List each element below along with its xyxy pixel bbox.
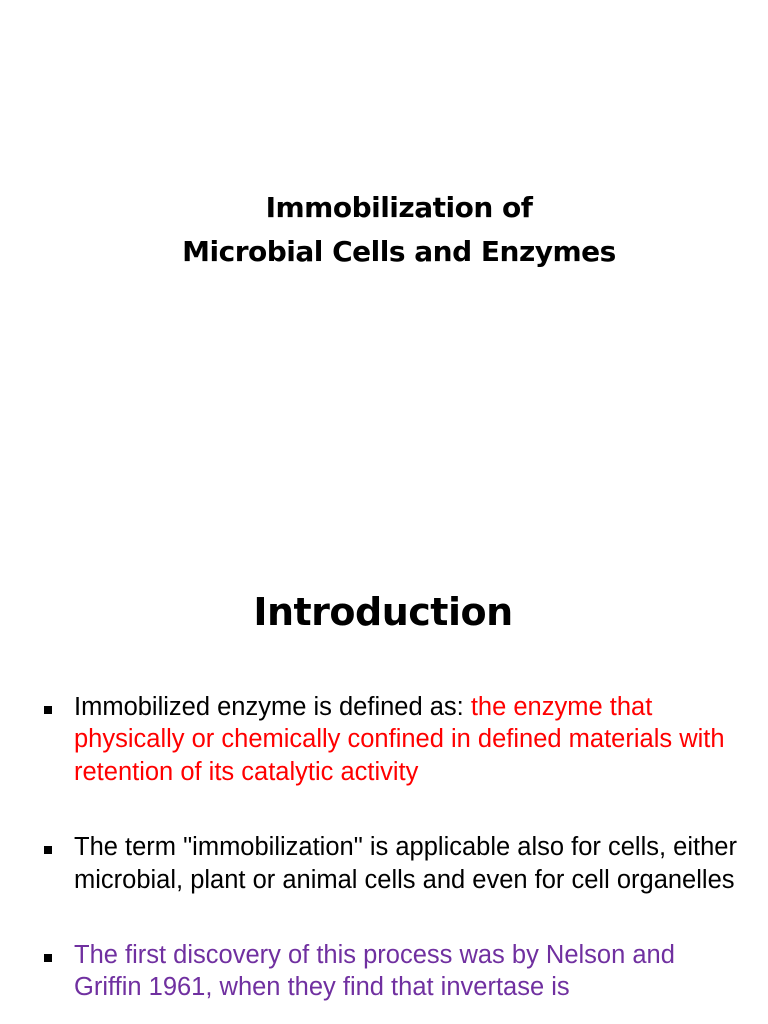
bullet-item-first-discovery <box>0 939 768 1004</box>
square-bullet-icon <box>44 706 52 714</box>
slide-title-line-2: Microbial Cells and Enzymes <box>182 235 616 268</box>
square-bullet-icon <box>44 954 52 962</box>
bullet-list <box>0 691 768 1024</box>
definition-highlight-text: the enzyme that physically or chemically confined in defined materials with retention of its catalytic activity <box>74 693 725 786</box>
bullet-item-definition <box>0 691 768 788</box>
slide-title-line-1: Immobilization of <box>265 191 533 224</box>
definition-intro-text: Immobilized enzyme is defined as: <box>74 693 471 721</box>
section-heading: Introduction <box>253 590 513 634</box>
square-bullet-icon <box>44 846 52 854</box>
bullet-item-term-scope <box>0 831 768 896</box>
first-discovery-text: The first discovery of this process was by Nelson and Griffin 1961, when they find that invertase is <box>74 941 675 1002</box>
term-scope-text: The term "immobilization" is applicable also for cells, either microbial, plant or animal cells and even for cell organelles <box>74 833 737 894</box>
slide-title <box>0 186 768 274</box>
